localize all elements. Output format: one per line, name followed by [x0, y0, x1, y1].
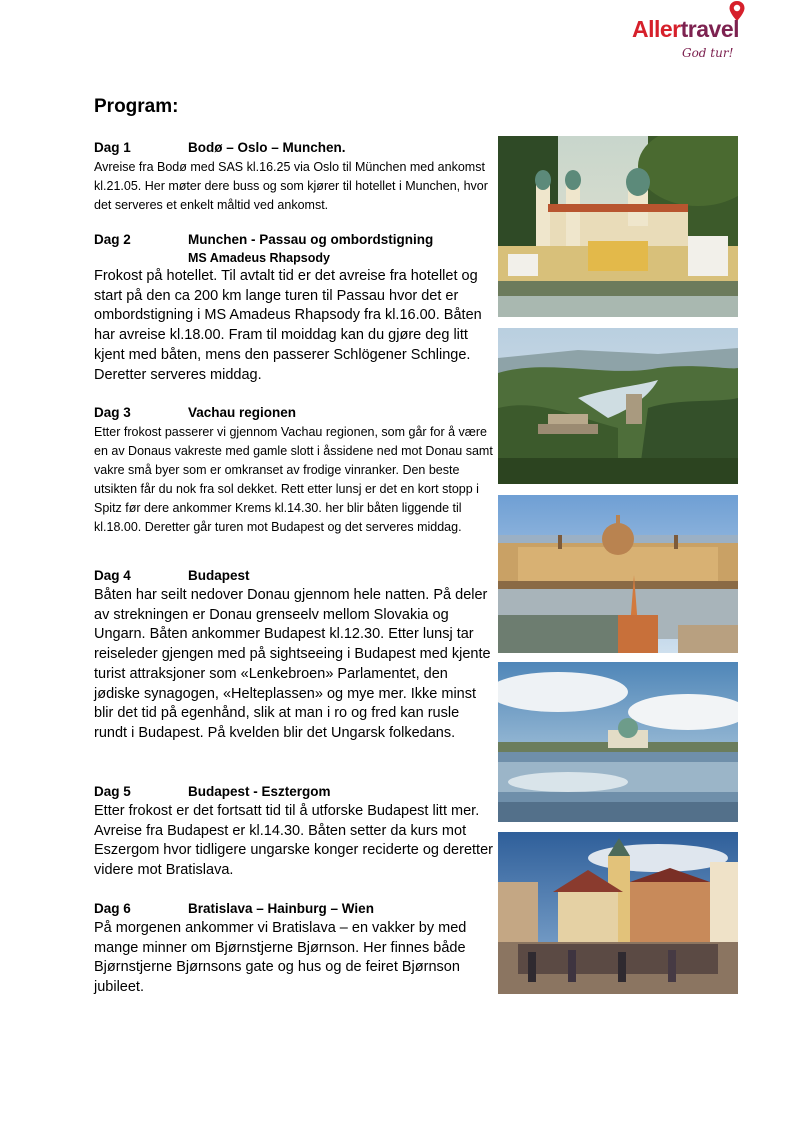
day-description: Frokost på hotellet. Til avtalt tid er det avreise fra hotellet og start på den ca 200 km lange turen til Passau hvor det er ombordstigning i MS Amadeus Rhapsody fra kl.16.00. Båten har avreise kl.18.00. Fram til moiddag kan du gjøre deg litt kjent med båten, mens den passerer Schlögener Schlinge. Deretter serveres middag.	[94, 268, 482, 383]
day-6-heading	[94, 901, 494, 919]
day-place: Bodø – Oslo – Munchen.	[188, 140, 346, 155]
logo-wordmark	[632, 16, 739, 43]
day-label: Dag 1	[94, 140, 131, 155]
day-place: Bratislava – Hainburg – Wien	[188, 901, 374, 916]
day-4-section	[94, 568, 494, 744]
bratislava-square-photo	[498, 832, 738, 994]
program-title: Program:	[94, 96, 179, 117]
budapest-parliament-photo	[498, 495, 738, 653]
day-label: Dag 5	[94, 784, 131, 799]
day-4-heading	[94, 568, 494, 586]
day-6-section	[94, 901, 494, 998]
day-2-heading	[94, 232, 494, 250]
day-description: Etter frokost passerer vi gjennom Vachau regionen, som går for å være en av Donaus vakreste med gamle slott i åssidene ned mot Donau samt vakre små byer som er omkranset av frodige vinranker. Den beste utsikten får du nok fra sol dekket. Rett etter lunsj er det en kort stopp i Spitz før dere ankommer Krems kl.14.30. her blir båten liggende til kl.18.00. Deretter går turen mot Budapest og det serveres middag.	[94, 425, 493, 534]
day-label: Dag 3	[94, 405, 131, 420]
day-1-section	[94, 140, 494, 215]
day-place: Budapest	[188, 568, 250, 583]
day-place: Budapest - Esztergom	[188, 784, 331, 799]
passau-cathedral-photo	[498, 136, 738, 317]
day-3-section	[94, 405, 494, 537]
day-description: På morgenen ankommer vi Bratislava – en vakker by med mange minner om Bjørnstjerne Bjørnson. Her finnes både Bjørnstjerne Bjørnsons gate og hus og de feiret Bjørnson jubileet.	[94, 920, 467, 996]
day-subtitle: MS Amadeus Rhapsody	[188, 251, 330, 265]
day-1-heading	[94, 140, 494, 158]
day-label: Dag 4	[94, 568, 131, 583]
esztergom-basilica-photo	[498, 662, 738, 822]
logo-tagline: God tur!	[682, 46, 734, 60]
day-description: Avreise fra Bodø med SAS kl.16.25 via Oslo til München med ankomst kl.21.05. Her møter dere buss og som kjører til hotellet i Munchen, hvor det serveres et enkelt måltid ved ankomst.	[94, 160, 488, 212]
day-2-section	[94, 232, 494, 385]
day-description: Båten har seilt nedover Donau gjennom hele natten. På deler av strekningen er Donau grenseelv mellom Slovakia og Ungarn. Båten ankommer Budapest kl.12.30. Etter lunsj tar reiseleder gjengen med på sightseeing i Budapest med kjente turist attraksjoner som «Lenkebroen» Parlamentet, den jødiske synagogen, «Helteplassen» og mye mer. Ikke minst blir det tid på egenhånd, slik at man i ro og fred kan rusle rundt i Budapest. På kvelden blir det Ungarsk folkedans.	[94, 587, 491, 741]
danube-valley-castle-ruin-photo	[498, 328, 738, 484]
day-description: Etter frokost er det fortsatt tid til å utforske Budapest litt mer. Avreise fra Budapest er kl.14.30. Båten setter da kurs mot Eszergom hvor tidligere ungarske konger reciderte og deretter videre mot Bratislava.	[94, 803, 493, 879]
day-3-heading	[94, 405, 494, 423]
day-label: Dag 6	[94, 901, 131, 916]
allertravel-logo	[624, 0, 784, 70]
logo-brand-travel: travel	[680, 16, 740, 42]
day-place: Vachau regionen	[188, 405, 297, 420]
day-5-heading	[94, 784, 494, 802]
day-place: Munchen - Passau og ombordstigning	[188, 232, 434, 247]
day-label: Dag 2	[94, 232, 131, 247]
day-5-section	[94, 784, 494, 881]
logo-brand-aller: Aller	[632, 16, 681, 42]
